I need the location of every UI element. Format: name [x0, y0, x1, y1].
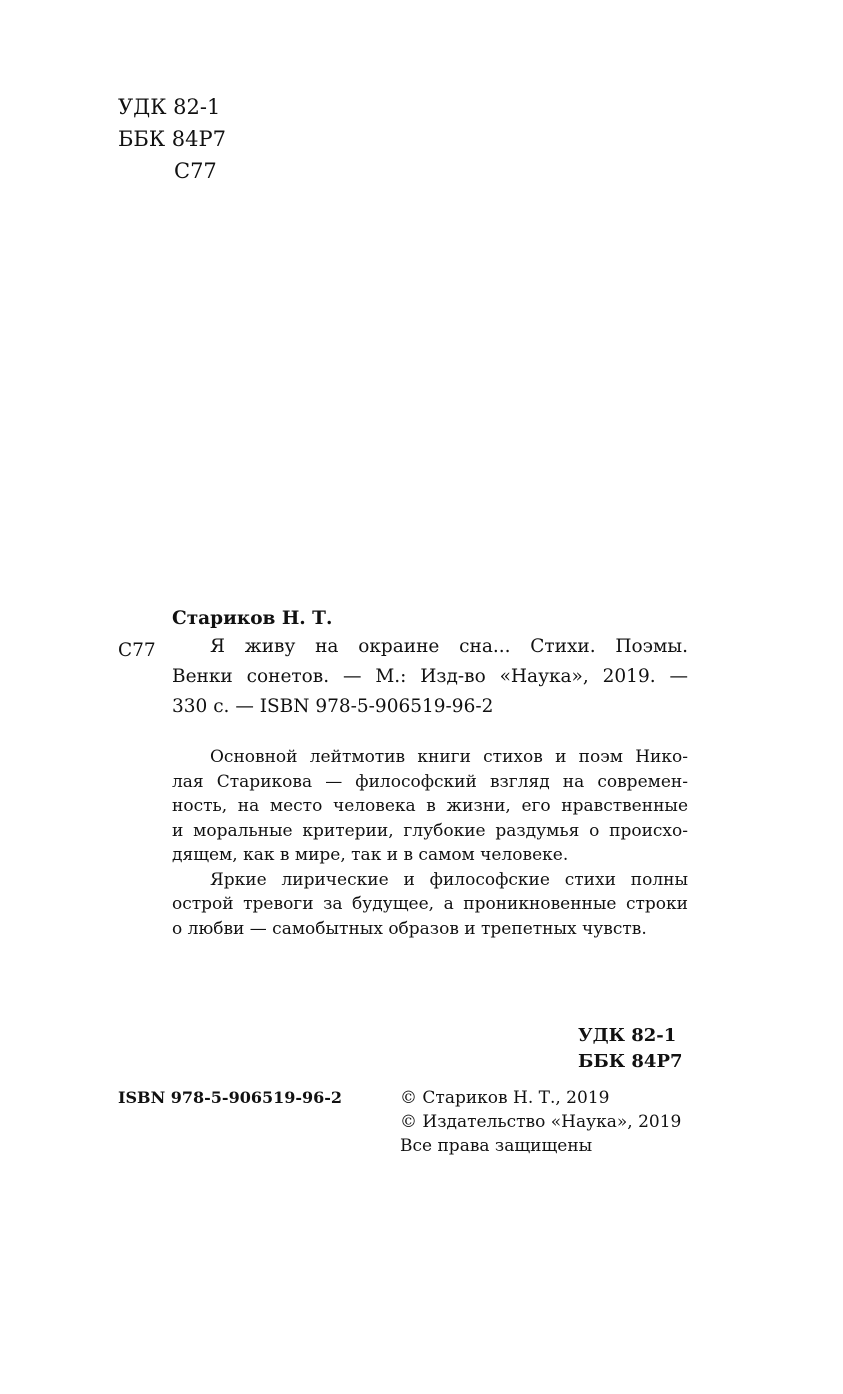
annotation-line: ность, на место человека в жизни, его нравственные: [172, 796, 688, 816]
copyright-author: © Стариков Н. Т., 2019: [400, 1088, 610, 1108]
annotation-line: Яркие лирические и философские стихи полны: [210, 869, 688, 890]
copyright-publisher: © Издательство «Наука», 2019: [400, 1112, 682, 1132]
author-mark-top: С77: [174, 159, 217, 183]
catalog-description-line: Венки сонетов. — М.: Изд-во «Наука», 2019. —: [172, 666, 688, 687]
annotation: [172, 747, 688, 943]
catalog-author-mark: С77: [118, 640, 156, 661]
catalog-description: [172, 636, 688, 726]
annotation-line: лая Старикова — философский взгляд на современ-: [172, 771, 688, 792]
catalog-author: Стариков Н. Т.: [172, 608, 333, 629]
udk-code-top: УДК 82-1: [118, 95, 221, 119]
annotation-line: о любви — самобытных образов и трепетных чувств.: [172, 918, 647, 939]
annotation-line: острой тревоги за будущее, а проникновенные строки: [172, 894, 688, 914]
catalog-description-line: Я живу на окраине сна... Стихи. Поэмы.: [210, 636, 688, 657]
bbk-code-bottom: ББК 84Р7: [578, 1051, 683, 1072]
bbk-code-top: ББК 84Р7: [118, 127, 227, 151]
catalog-description-line: 330 с. — ISBN 978-5-906519-96-2: [172, 696, 494, 717]
annotation-line: и моральные критерии, глубокие раздумья о происхо-: [172, 820, 688, 841]
annotation-line: дящем, как в мире, так и в самом человеке.: [172, 845, 569, 865]
udk-code-bottom: УДК 82-1: [578, 1025, 677, 1046]
annotation-line: Основной лейтмотив книги стихов и поэм Нико-: [210, 747, 688, 767]
isbn: ISBN 978-5-906519-96-2: [118, 1088, 343, 1107]
rights-reserved: Все права защищены: [400, 1136, 593, 1156]
